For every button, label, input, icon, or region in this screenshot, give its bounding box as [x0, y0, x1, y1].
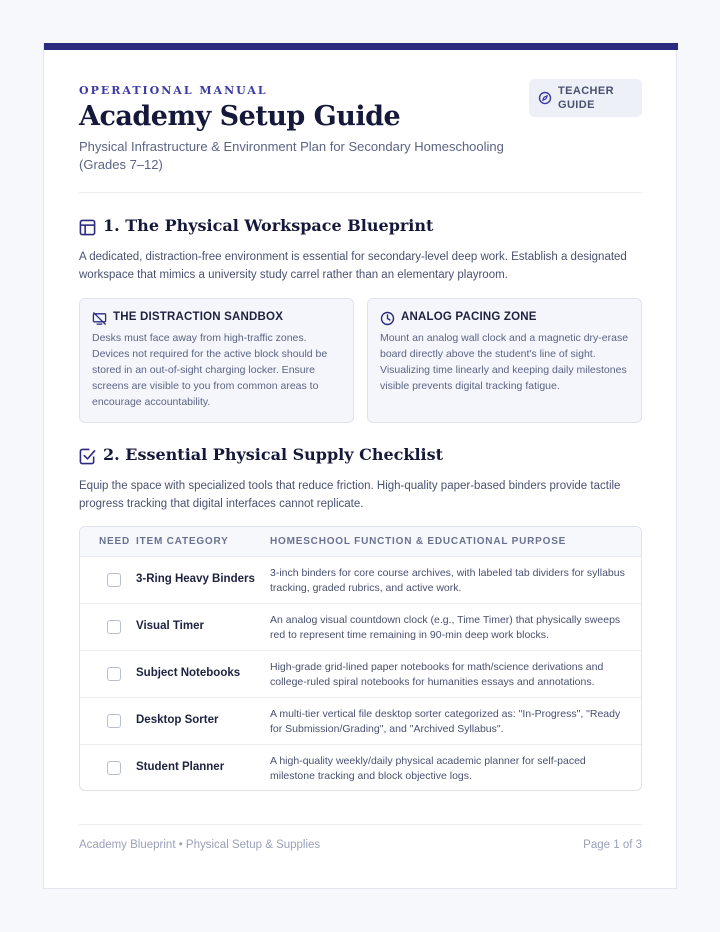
- section-title: 2. Essential Physical Supply Checklist: [103, 445, 444, 464]
- info-card-analog-pacing: [367, 298, 642, 423]
- layout-icon: [79, 219, 96, 236]
- compass-icon: [538, 91, 552, 105]
- column-header-item: ITEM CATEGORY: [136, 536, 229, 547]
- document-page: [43, 43, 677, 889]
- eyebrow-label: OPERATIONAL MANUAL: [79, 84, 268, 97]
- table-header: [80, 527, 641, 557]
- column-header-purpose: HOMESCHOOL FUNCTION & EDUCATIONAL PURPOSE: [270, 536, 567, 547]
- card-title: ANALOG PACING ZONE: [401, 311, 537, 323]
- item-purpose: High-grade grid-lined paper notebooks for math/science derivations and college-ruled spiral notebooks for humanities essays and annotations.: [270, 661, 604, 688]
- divider: [79, 824, 642, 825]
- section-intro: Equip the space with specialized tools that reduce friction. High-quality paper-based binders provide tactile progress tracking that digital interfaces cannot replicate.: [79, 480, 621, 510]
- column-header-need: NEED: [99, 536, 130, 547]
- item-category: Visual Timer: [136, 620, 204, 632]
- clock-icon: [380, 311, 395, 326]
- need-checkbox[interactable]: [107, 761, 121, 775]
- item-category: 3-Ring Heavy Binders: [136, 573, 255, 585]
- section-intro: A dedicated, distraction-free environment is essential for secondary-level deep work. Establish a designated workspace that mimics a university study carrel rather than an elementary playroom.: [79, 251, 627, 281]
- no-device-icon: [92, 311, 107, 326]
- item-purpose: 3-inch binders for core course archives, with labeled tab dividers for syllabus tracking, graded rubrics, and active work.: [270, 567, 625, 594]
- item-category: Student Planner: [136, 761, 225, 773]
- table-row: [80, 745, 641, 791]
- badge-label: TEACHER GUIDE: [558, 85, 614, 111]
- card-body: Desks must face away from high-traffic zones. Devices not required for the active block should be stored in an out-of-sight charging locker. Ensure screens are visible to you from common areas to encourage accountability.: [92, 332, 328, 408]
- table-row: [80, 604, 641, 651]
- divider: [79, 192, 642, 193]
- item-purpose: A multi-tier vertical file desktop sorter categorized as: "In-Progress", "Ready for Submission/Grading", and "Archived Syllabus".: [270, 708, 621, 735]
- card-body: Mount an analog wall clock and a magnetic dry-erase board directly above the student's line of sight. Visualizing time linearly and keeping daily milestones visible prevents digital tracking fatigue.: [380, 332, 629, 392]
- card-title: THE DISTRACTION SANDBOX: [113, 311, 284, 323]
- need-checkbox[interactable]: [107, 667, 121, 681]
- item-purpose: An analog visual countdown clock (e.g., Time Timer) that physically sweeps red to represent time remaining in 90-min deep work blocks.: [270, 614, 621, 641]
- footer-label: Academy Blueprint • Physical Setup & Supplies: [79, 839, 321, 851]
- need-checkbox[interactable]: [107, 714, 121, 728]
- need-checkbox[interactable]: [107, 573, 121, 587]
- page-number: Page 1 of 3: [583, 839, 642, 851]
- table-row: [80, 651, 641, 698]
- table-row: [80, 698, 641, 745]
- item-category: Desktop Sorter: [136, 714, 219, 726]
- need-checkbox[interactable]: [107, 620, 121, 634]
- supply-checklist-table: [79, 526, 642, 791]
- page-subtitle: Physical Infrastructure & Environment Plan for Secondary Homeschooling (Grades 7–12): [79, 139, 504, 172]
- info-card-distraction-sandbox: [79, 298, 354, 423]
- accent-bar: [44, 43, 678, 50]
- item-purpose: A high-quality weekly/daily physical academic planner for self-paced milestone tracking and block objective logs.: [270, 755, 586, 782]
- item-category: Subject Notebooks: [136, 667, 241, 679]
- section-title: 1. The Physical Workspace Blueprint: [103, 216, 434, 235]
- page-title: Academy Setup Guide: [79, 101, 401, 132]
- teacher-guide-badge: [529, 79, 642, 117]
- checkbox-icon: [79, 448, 96, 465]
- table-row: [80, 557, 641, 604]
